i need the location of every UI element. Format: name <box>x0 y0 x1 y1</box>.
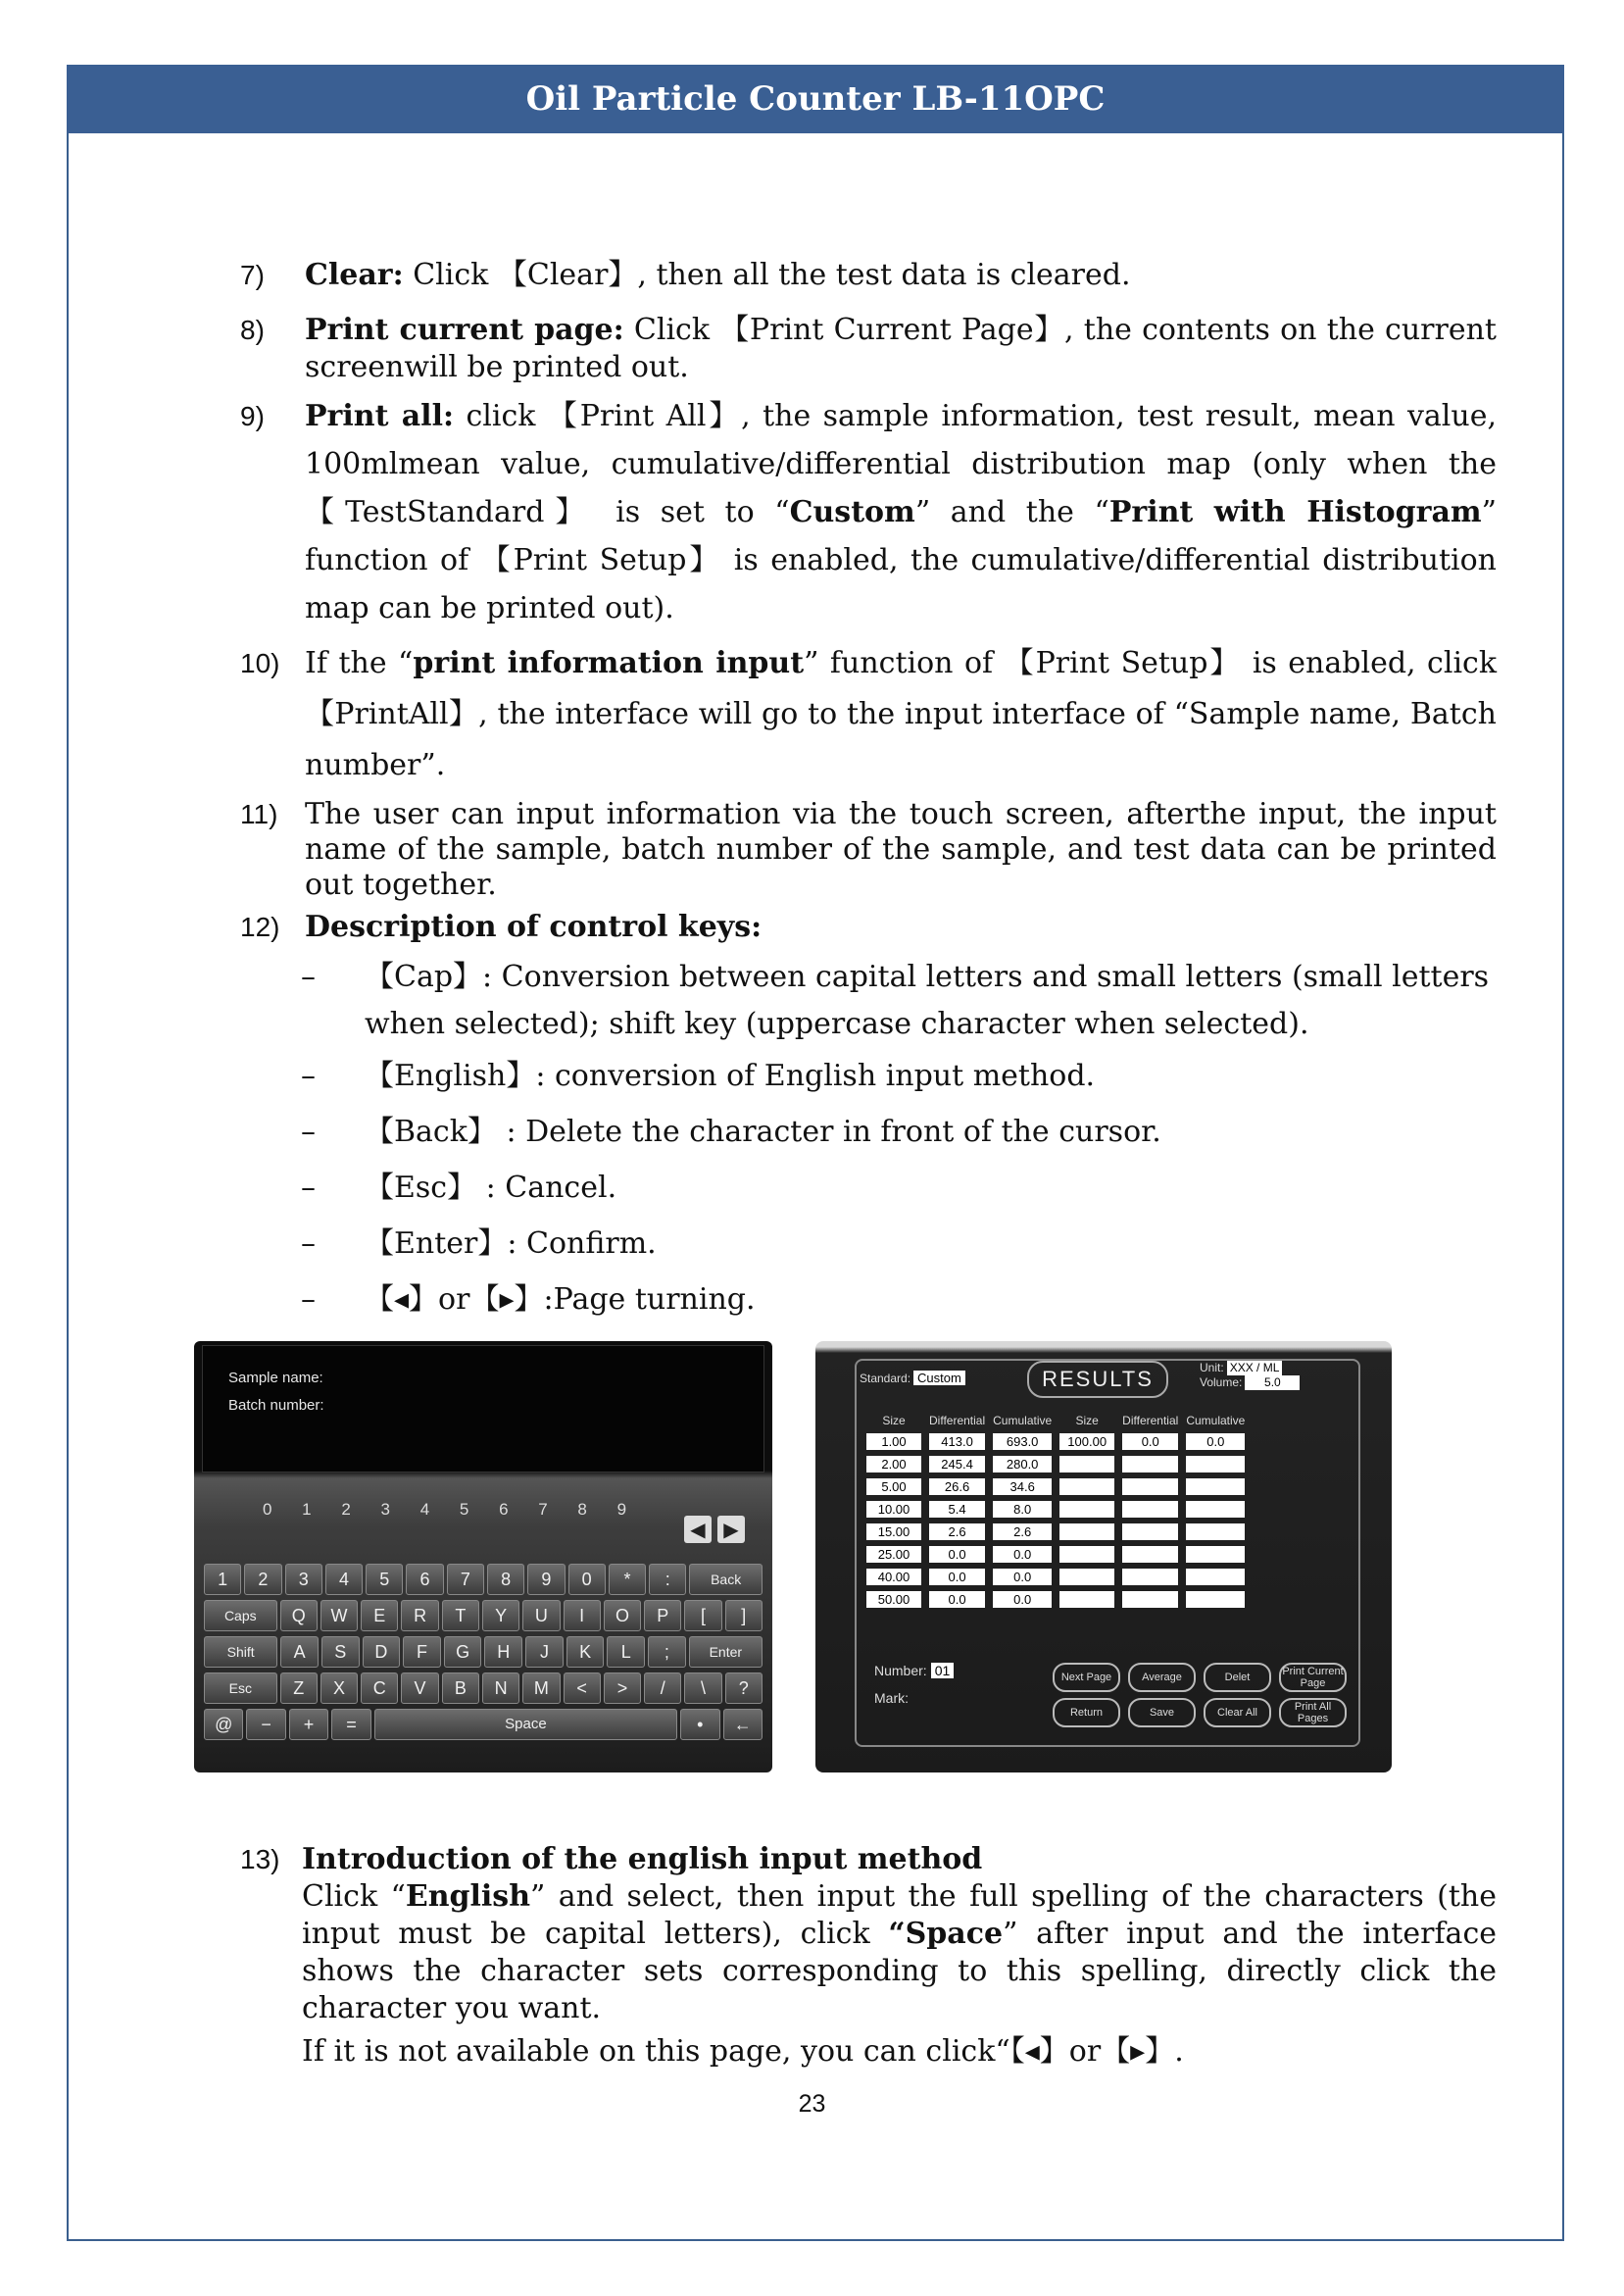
results-cell <box>1059 1569 1114 1585</box>
results-cell: 693.0 <box>993 1433 1052 1450</box>
control-key-text: 【Back】 : Delete the character in front of the cursor. <box>365 1115 1161 1149</box>
key-p[interactable]: P <box>644 1600 681 1631</box>
dash-bullet: – <box>301 1059 316 1093</box>
batch-number-label: Batch number: <box>228 1397 324 1414</box>
page-left-button[interactable]: ◀ <box>684 1516 712 1543</box>
key-symbol[interactable]: : <box>649 1564 686 1595</box>
key-symbol[interactable]: / <box>644 1672 681 1704</box>
item-bold: English <box>405 1879 531 1914</box>
key-row-1 <box>204 1564 763 1595</box>
sample-input-area <box>202 1345 764 1472</box>
item-title: Introduction of the english input method <box>302 1842 983 1876</box>
item-bold: print information input <box>413 646 805 680</box>
results-cell <box>1059 1478 1114 1495</box>
dash-bullet: – <box>301 1171 316 1205</box>
key-symbol[interactable]: * <box>609 1564 646 1595</box>
results-column-header: Differential <box>1122 1414 1179 1427</box>
key-c[interactable]: C <box>361 1672 398 1704</box>
key-symbol[interactable]: + <box>289 1709 328 1740</box>
results-cell: 8.0 <box>993 1501 1052 1518</box>
key-e[interactable]: E <box>361 1600 398 1631</box>
results-cell: 413.0 <box>929 1433 985 1450</box>
results-cell <box>1059 1546 1114 1563</box>
key-symbol[interactable]: @ <box>204 1709 243 1740</box>
key-t[interactable]: T <box>442 1600 479 1631</box>
table-row <box>866 1456 1245 1472</box>
control-key-list <box>301 954 1497 1327</box>
results-column-header: Size <box>882 1414 906 1427</box>
item-13-section <box>240 1841 1497 2076</box>
key-symbol[interactable]: • <box>680 1709 719 1740</box>
item-number: 11) <box>240 799 278 829</box>
results-cell: 1.00 <box>866 1433 921 1450</box>
item-bold: Custom <box>789 495 915 529</box>
item-text: ” function of 【Print Setup】 is enabled, click 【PrintAll】, the interface will go to the input interface of “Sample name, Batch number”. <box>305 646 1498 782</box>
table-row <box>866 1433 1245 1450</box>
item-print-information-input <box>240 638 1497 791</box>
keyboard-screenshot <box>194 1341 772 1772</box>
results-cell: 50.00 <box>866 1591 921 1608</box>
key-q[interactable]: Q <box>280 1600 318 1631</box>
results-cell <box>1186 1501 1245 1518</box>
results-cell <box>1122 1569 1178 1585</box>
table-row <box>866 1591 1245 1608</box>
results-cell: 2.00 <box>866 1456 921 1472</box>
results-cell <box>1059 1501 1114 1518</box>
item-touch-input <box>240 797 1497 903</box>
key-2[interactable]: 2 <box>244 1564 281 1595</box>
candidate-digits: 0 1 2 3 4 5 6 7 8 9 <box>263 1500 640 1519</box>
results-cell <box>1186 1546 1245 1563</box>
item-number: 13) <box>240 1844 280 1874</box>
next-page-button[interactable]: Next Page <box>1053 1663 1120 1692</box>
page-right-button[interactable]: ▶ <box>717 1516 745 1543</box>
item-print-current-page <box>240 312 1497 386</box>
save-button[interactable]: Save <box>1128 1698 1196 1727</box>
key-back[interactable]: Back <box>689 1564 763 1595</box>
key-7[interactable]: 7 <box>447 1564 484 1595</box>
results-cell: 0.0 <box>1186 1433 1245 1450</box>
results-cell: 40.00 <box>866 1569 921 1585</box>
standard-value[interactable]: Custom <box>913 1371 965 1385</box>
results-cell <box>1059 1591 1114 1608</box>
key-symbol[interactable]: \ <box>684 1672 721 1704</box>
key-n[interactable]: N <box>482 1672 519 1704</box>
control-key-back <box>301 1104 1497 1160</box>
results-column-header: Cumulative <box>1186 1414 1246 1427</box>
key-symbol[interactable]: [ <box>684 1600 721 1631</box>
table-row <box>866 1523 1245 1540</box>
key-0[interactable]: 0 <box>568 1564 606 1595</box>
results-cell: 245.4 <box>929 1456 985 1472</box>
key-w[interactable]: W <box>320 1600 358 1631</box>
key-row-5 <box>204 1709 763 1740</box>
number-value[interactable]: 01 <box>931 1663 955 1678</box>
item-number: 7) <box>240 260 265 290</box>
item-text: If the “ <box>305 646 414 680</box>
key-row-4 <box>204 1672 763 1704</box>
manual-content <box>240 257 1497 1327</box>
key-symbol[interactable]: ← <box>723 1709 763 1740</box>
results-title: RESULTS <box>1027 1361 1168 1398</box>
item-bold: Print with Histogram <box>1108 495 1482 529</box>
key-r[interactable]: R <box>401 1600 438 1631</box>
results-button-row-1 <box>1053 1663 1347 1692</box>
key-symbol[interactable]: ? <box>725 1672 763 1704</box>
key-u[interactable]: U <box>522 1600 560 1631</box>
key-j[interactable]: J <box>525 1636 564 1668</box>
key-k[interactable]: K <box>566 1636 605 1668</box>
results-cell <box>1122 1501 1178 1518</box>
results-cell: 2.6 <box>929 1523 985 1540</box>
item-text: ” after input and the interface shows the character sets corresponding to this spelling, directly click the character you want. <box>302 1917 1497 2025</box>
item-label: Description of control keys: <box>305 910 763 944</box>
dash-bullet: – <box>301 1282 316 1317</box>
control-key-text: 【◂】or【▸】:Page turning. <box>365 1282 756 1317</box>
unit-volume-box <box>1200 1361 1300 1390</box>
control-key-text: 【Esc】 : Cancel. <box>365 1171 617 1205</box>
key-symbol[interactable]: ; <box>648 1636 686 1668</box>
control-key-text: 【English】: conversion of English input method. <box>365 1059 1096 1093</box>
item-control-keys <box>240 909 1497 946</box>
results-cell: 0.0 <box>993 1591 1052 1608</box>
results-column-header: Differential <box>929 1414 986 1427</box>
key-d[interactable]: D <box>363 1636 401 1668</box>
volume-value: 5.0 <box>1245 1375 1300 1390</box>
clear-all-button[interactable]: Clear All <box>1204 1698 1271 1727</box>
results-table <box>859 1408 1253 1614</box>
results-cell: 0.0 <box>1122 1433 1178 1450</box>
results-cell: 10.00 <box>866 1501 921 1518</box>
key-l[interactable]: L <box>607 1636 645 1668</box>
table-row <box>866 1546 1245 1563</box>
key-5[interactable]: 5 <box>366 1564 403 1595</box>
page-header: Oil Particle Counter LB-11OPC <box>67 65 1564 133</box>
number-field <box>874 1663 954 1678</box>
table-row <box>866 1501 1245 1518</box>
table-row <box>866 1569 1245 1585</box>
item-number: 8) <box>240 315 265 345</box>
key-b[interactable]: B <box>442 1672 479 1704</box>
results-cell <box>1122 1591 1178 1608</box>
item-number: 9) <box>240 401 265 431</box>
key-3[interactable]: 3 <box>285 1564 322 1595</box>
item-label: Print all: <box>305 399 455 433</box>
results-cell <box>1059 1456 1114 1472</box>
key-m[interactable]: M <box>522 1672 560 1704</box>
key-v[interactable]: V <box>401 1672 438 1704</box>
item-text: ” function of 【Print Setup】 is enabled, the cumulative/differential distribution map can be printed out). <box>305 495 1497 625</box>
control-key-page-turning <box>301 1272 1497 1327</box>
key-h[interactable]: H <box>484 1636 522 1668</box>
results-cell: 0.0 <box>993 1569 1052 1585</box>
results-cell: 2.6 <box>993 1523 1052 1540</box>
results-button-row-2 <box>1053 1698 1347 1727</box>
results-cell: 0.0 <box>993 1546 1052 1563</box>
control-key-text: 【Enter】: Confirm. <box>365 1226 657 1261</box>
item-label: Clear: <box>305 258 404 292</box>
key-s[interactable]: S <box>321 1636 360 1668</box>
unit-value: XXX / ML <box>1227 1361 1283 1375</box>
key-i[interactable]: I <box>564 1600 601 1631</box>
key-9[interactable]: 9 <box>527 1564 565 1595</box>
unit-label: Unit: <box>1200 1361 1224 1374</box>
results-column-header: Size <box>1075 1414 1099 1427</box>
item-text: click 【Print All】, the sample information, test result, mean value, 100mlmean value, cumulative/differential distribution map (only when the 【TestStandard】 is set to “ <box>305 399 1497 529</box>
item-print-all <box>240 392 1497 632</box>
print-all-pages-button[interactable]: Print All Pages <box>1279 1698 1347 1727</box>
item-bold: “Space <box>888 1917 1004 1951</box>
average-button[interactable]: Average <box>1128 1663 1196 1692</box>
key-g[interactable]: G <box>444 1636 482 1668</box>
key-x[interactable]: X <box>320 1672 358 1704</box>
item-text: ” and select, then input the full spelling of the characters (the input must be capital letters), click <box>302 1879 1498 1951</box>
key-row-2 <box>204 1600 763 1631</box>
item-number: 10) <box>240 648 280 678</box>
item-text: ” and the “ <box>914 495 1109 529</box>
control-key-text: 【Cap】: Conversion between capital letters and small letters (small letters when selected); shift key (uppercase character when selected). <box>365 960 1490 1041</box>
results-column-header: Cumulative <box>993 1414 1053 1427</box>
key-1[interactable]: 1 <box>204 1564 241 1595</box>
item-text: Click “ <box>302 1879 406 1914</box>
item-label: Print current page: <box>305 313 624 347</box>
item-number: 12) <box>240 912 280 942</box>
key-6[interactable]: 6 <box>406 1564 443 1595</box>
key-o[interactable]: O <box>604 1600 641 1631</box>
key-symbol[interactable]: ] <box>725 1600 763 1631</box>
volume-label: Volume: <box>1200 1375 1243 1389</box>
item-english-input <box>240 1841 1497 2027</box>
mark-label: Mark: <box>874 1690 909 1706</box>
dash-bullet: – <box>301 1226 316 1261</box>
results-cell <box>1186 1478 1245 1495</box>
results-screenshot <box>815 1341 1392 1772</box>
item-clear <box>240 257 1497 294</box>
key-space[interactable]: Space <box>374 1709 677 1740</box>
key-caps[interactable]: Caps <box>204 1600 277 1631</box>
standard-label: Standard: <box>860 1372 911 1385</box>
key-symbol[interactable]: < <box>564 1672 601 1704</box>
page-number: 23 <box>798 2090 826 2118</box>
results-cell: 15.00 <box>866 1523 921 1540</box>
number-label: Number: <box>874 1663 927 1678</box>
key-y[interactable]: Y <box>482 1600 519 1631</box>
results-cell: 100.00 <box>1059 1433 1114 1450</box>
sample-name-label: Sample name: <box>228 1370 323 1386</box>
results-cell <box>1186 1569 1245 1585</box>
control-key-cap <box>301 954 1497 1048</box>
results-cell <box>1122 1456 1178 1472</box>
results-cell: 34.6 <box>993 1478 1052 1495</box>
key-4[interactable]: 4 <box>325 1564 363 1595</box>
item-text: Click 【Print Current Page】, the contents on the current screenwill be printed out. <box>305 313 1497 384</box>
table-row <box>866 1478 1245 1495</box>
standard-field <box>860 1371 965 1385</box>
control-key-esc <box>301 1160 1497 1216</box>
results-cell: 0.0 <box>929 1546 985 1563</box>
control-key-enter <box>301 1216 1497 1272</box>
dash-bullet: – <box>301 1115 316 1149</box>
key-symbol[interactable]: − <box>246 1709 285 1740</box>
item-text: If it is not available on this page, you can click“【◂】or【▸】. <box>302 2034 1184 2069</box>
key-enter[interactable]: Enter <box>689 1636 763 1668</box>
results-cell <box>1186 1523 1245 1540</box>
key-8[interactable]: 8 <box>487 1564 524 1595</box>
print-current-page-button[interactable]: Print Current Page <box>1279 1663 1347 1692</box>
key-shift[interactable]: Shift <box>204 1636 277 1668</box>
key-f[interactable]: F <box>403 1636 441 1668</box>
item-english-input-more <box>240 2027 1497 2076</box>
results-cell: 280.0 <box>993 1456 1052 1472</box>
results-cell: 0.0 <box>929 1569 985 1585</box>
item-text: The user can input information via the touch screen, afterthe input, the input name of the sample, batch number of the sample, and test data can be printed out together. <box>305 797 1497 902</box>
results-cell: 5.4 <box>929 1501 985 1518</box>
results-cell <box>1059 1523 1114 1540</box>
key-symbol[interactable]: > <box>604 1672 641 1704</box>
return-button[interactable]: Return <box>1053 1698 1120 1727</box>
results-cell <box>1122 1523 1178 1540</box>
results-cell <box>1122 1478 1178 1495</box>
key-a[interactable]: A <box>280 1636 319 1668</box>
results-cell: 0.0 <box>929 1591 985 1608</box>
results-cell <box>1186 1456 1245 1472</box>
dash-bullet: – <box>301 960 316 994</box>
results-cell: 26.6 <box>929 1478 985 1495</box>
results-cell <box>1186 1591 1245 1608</box>
key-symbol[interactable]: = <box>331 1709 370 1740</box>
results-cell: 25.00 <box>866 1546 921 1563</box>
delet-button[interactable]: Delet <box>1204 1663 1271 1692</box>
results-body <box>866 1433 1245 1608</box>
key-z[interactable]: Z <box>280 1672 318 1704</box>
item-text: Click 【Clear】, then all the test data is cleared. <box>403 258 1131 292</box>
results-cell <box>1122 1546 1178 1563</box>
key-esc[interactable]: Esc <box>204 1672 277 1704</box>
control-key-english <box>301 1048 1497 1104</box>
results-header-row <box>866 1414 1245 1427</box>
key-row-3 <box>204 1636 763 1668</box>
results-cell: 5.00 <box>866 1478 921 1495</box>
